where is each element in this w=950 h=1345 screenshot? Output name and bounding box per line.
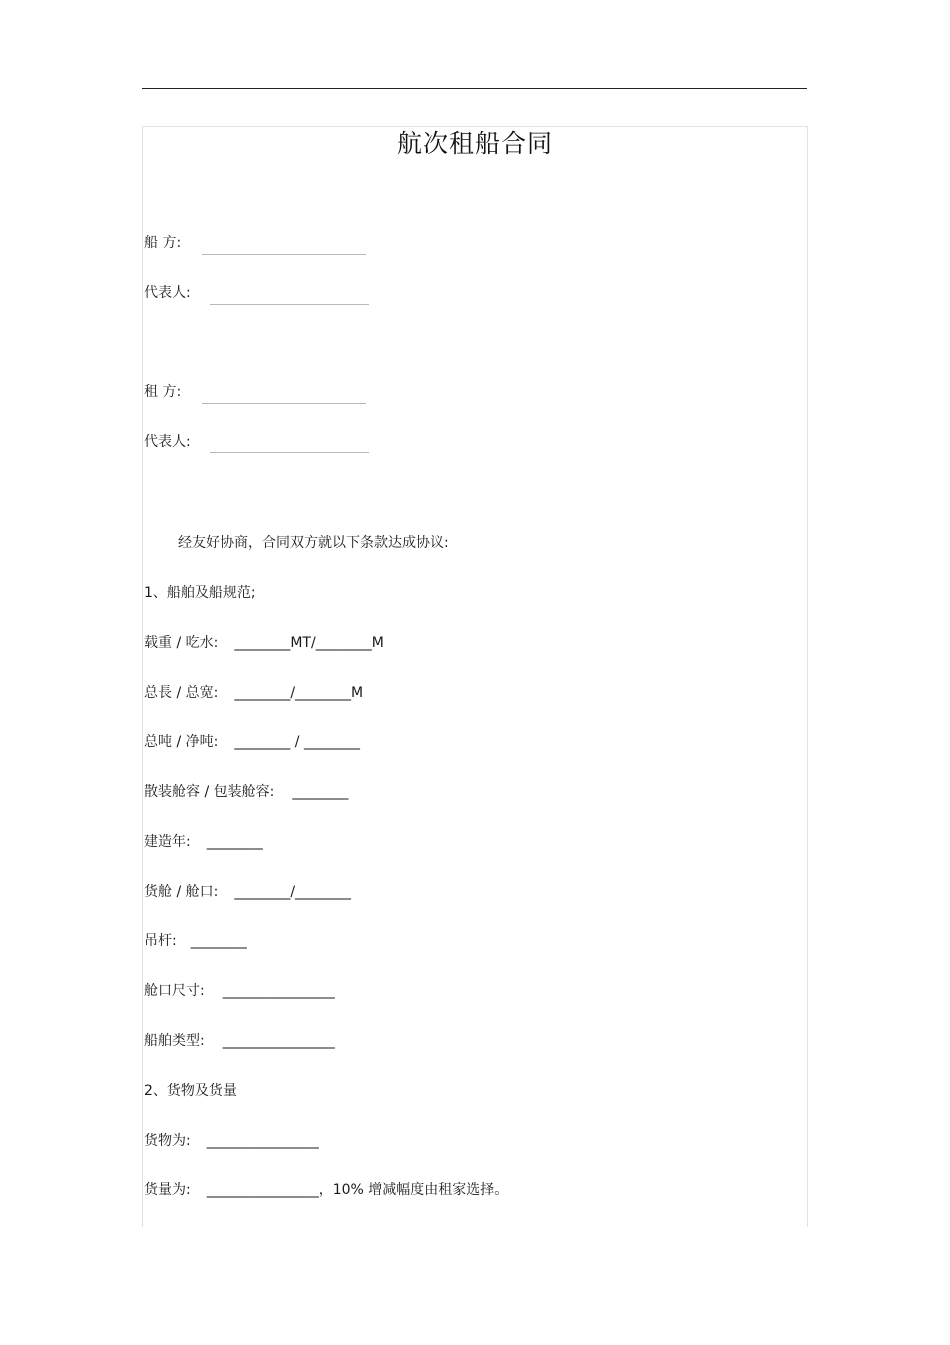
derricks-row <box>144 932 247 950</box>
holds-hatches-label: 货舱 / 舱口: <box>144 884 219 900</box>
grt-nrt-label: 总吨 / 净吨: <box>144 734 219 750</box>
dwt-draft-value[interactable]: ________MT/________M <box>234 635 384 651</box>
bale-grain-label: 散装舱容 / 包装舱容: <box>144 784 275 800</box>
charterer-field[interactable] <box>202 403 366 404</box>
bale-grain-value[interactable]: ________ <box>292 784 349 800</box>
loa-beam-value[interactable]: ________/________M <box>234 685 364 701</box>
loa-beam-row <box>144 684 363 702</box>
charterer-rep-field[interactable] <box>210 452 369 453</box>
shipowner-rep-field[interactable] <box>210 304 369 305</box>
section2-heading: 2、货物及货量 <box>144 1083 237 1099</box>
hatch-size-row <box>144 982 335 1000</box>
section1-heading: 1、船舶及船规范; <box>144 585 256 601</box>
holds-hatches-row <box>144 883 351 901</box>
shipowner-rep-label: 代表人: <box>144 285 191 301</box>
charterer-label: 租 方: <box>144 384 182 400</box>
header-rule <box>142 88 807 89</box>
quantity-value[interactable]: ________________，10% 增减幅度由租家选择。 <box>206 1182 509 1198</box>
charterer-rep-label: 代表人: <box>144 434 191 450</box>
document-frame <box>142 126 808 1227</box>
cargo-value[interactable]: ________________ <box>206 1133 319 1149</box>
shipowner-field[interactable] <box>202 254 366 255</box>
loa-beam-label: 总長 / 总宽: <box>144 685 219 701</box>
ship-type-value[interactable]: ________________ <box>222 1033 335 1049</box>
ship-type-label: 船舶类型: <box>144 1033 205 1049</box>
grt-nrt-value[interactable]: ________ / ________ <box>234 734 360 750</box>
shipowner-label: 船 方: <box>144 235 182 251</box>
quantity-label: 货量为: <box>144 1182 191 1198</box>
cargo-label: 货物为: <box>144 1133 191 1149</box>
intro-paragraph: 经友好协商，合同双方就以下条款达成协议: <box>178 535 449 551</box>
year-built-value[interactable]: ________ <box>206 834 263 850</box>
document-title: 航次租船合同 <box>396 129 553 158</box>
ship-type-row <box>144 1032 335 1050</box>
bale-grain-row <box>144 783 348 801</box>
holds-hatches-value[interactable]: ________/________ <box>234 884 352 900</box>
derricks-value[interactable]: ________ <box>190 933 247 949</box>
year-built-row <box>144 833 263 851</box>
quantity-row <box>144 1181 508 1199</box>
year-built-label: 建造年: <box>144 834 191 850</box>
cargo-row <box>144 1132 319 1150</box>
hatch-size-value[interactable]: ________________ <box>222 983 335 999</box>
dwt-draft-label: 载重 / 吃水: <box>144 635 219 651</box>
grt-nrt-row <box>144 733 360 751</box>
dwt-draft-row <box>144 634 384 652</box>
shipowner-rep-row <box>144 284 191 302</box>
hatch-size-label: 舱口尺寸: <box>144 983 205 999</box>
charterer-rep-row <box>144 433 191 451</box>
derricks-label: 吊杆: <box>144 933 177 949</box>
charterer-row <box>144 383 181 401</box>
shipowner-row <box>144 234 181 252</box>
